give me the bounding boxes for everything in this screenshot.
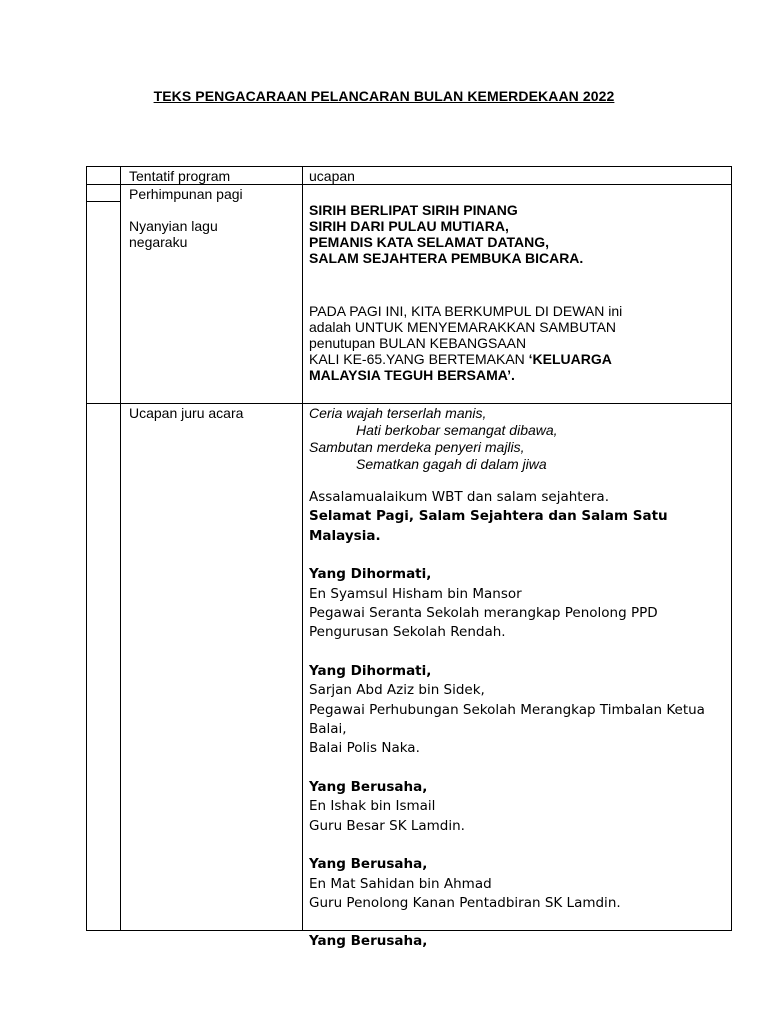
greeting-line: Assalamualaikum WBT dan salam sejahtera. <box>309 489 609 505</box>
pantun-line: SIRIH BERLIPAT SIRIH PINANG <box>309 202 518 218</box>
guest-line: Sarjan Abd Aziz bin Sidek, <box>309 682 485 699</box>
table-row-line-first-col <box>86 201 121 202</box>
guest-line: En Mat Sahidan bin Ahmad <box>309 875 492 892</box>
paragraph-line: adalah UNTUK MENYEMARAKKAN SAMBUTAN <box>309 319 617 335</box>
guest-line: Pegawai Seranta Sekolah merangkap Penolong PPD <box>309 605 658 622</box>
program-perhimpunan-pagi: Perhimpunan pagi <box>129 186 243 202</box>
theme-text-end: MALAYSIA TEGUH BERSAMA <box>309 367 508 383</box>
table-col-line-1 <box>120 166 121 931</box>
program-nyanyian-lagu: Nyanyian lagu negaraku <box>129 218 218 250</box>
verse-line: Sambutan merdeka penyeri majlis, <box>309 439 525 455</box>
guest-line: En Ishak bin Ismail <box>309 798 436 815</box>
guest-line: Balai, <box>309 721 347 738</box>
pantun-opening <box>309 202 719 266</box>
guest-heading: Yang Dihormati, <box>309 566 432 583</box>
table-row-line-header <box>86 184 732 185</box>
paragraph-line-theme-end <box>309 367 724 383</box>
guest-heading: Yang Berusaha, <box>309 856 428 873</box>
paragraph-line-theme <box>309 351 724 367</box>
paragraph-line: PADA PAGI INI, KITA BERKUMPUL DI DEWAN ini <box>309 303 623 319</box>
document-title: TEKS PENGACARAAN PELANCARAN BULAN KEMERDEKAAN 2022 <box>153 88 615 104</box>
guest-heading: Yang Berusaha, <box>309 933 428 950</box>
table-row-line-2 <box>86 403 732 404</box>
header-tentatif-program: Tentatif program <box>129 168 231 184</box>
greeting-bold-line: Selamat Pagi, Salam Sejahtera dan Salam Satu Malaysia. <box>309 508 668 544</box>
guest-line: Pengurusan Sekolah Rendah. <box>309 624 506 641</box>
guest-heading: Yang Dihormati, <box>309 662 432 679</box>
opening-paragraph <box>309 303 724 383</box>
paragraph-line: KALI KE-65.YANG BERTEMAKAN <box>309 351 529 367</box>
header-ucapan: ucapan <box>309 168 355 184</box>
verse-line: Hati berkobar semangat dibawa, <box>356 422 558 438</box>
guest-list-block <box>309 488 729 952</box>
theme-close-quote: ’. <box>507 367 515 383</box>
pantun-line: SIRIH DARI PULAU MUTIARA, <box>309 218 509 234</box>
program-ucapan-juru-acara: Ucapan juru acara <box>129 405 244 421</box>
theme-text-start: ‘KELUARGA <box>528 351 612 367</box>
guest-line: Guru Penolong Kanan Pentadbiran SK Lamdin. <box>309 894 621 911</box>
pantun-line: PEMANIS KATA SELAMAT DATANG, <box>309 234 550 250</box>
verse-line: Sematkan gagah di dalam jiwa <box>356 456 547 472</box>
table-col-line-2 <box>302 166 303 931</box>
verse-block <box>309 405 724 473</box>
pantun-line: SALAM SEJAHTERA PEMBUKA BICARA. <box>309 250 584 266</box>
verse-line: Ceria wajah terserlah manis, <box>309 405 487 421</box>
guest-line: En Syamsul Hisham bin Mansor <box>309 585 522 602</box>
paragraph-line: penutupan BULAN KEBANGSAAN <box>309 335 527 351</box>
guest-line: Pegawai Perhubungan Sekolah Merangkap Timbalan Ketua <box>309 701 705 718</box>
guest-line: Guru Besar SK Lamdin. <box>309 817 465 834</box>
guest-heading: Yang Berusaha, <box>309 778 428 795</box>
guest-line: Balai Polis Naka. <box>309 740 420 757</box>
